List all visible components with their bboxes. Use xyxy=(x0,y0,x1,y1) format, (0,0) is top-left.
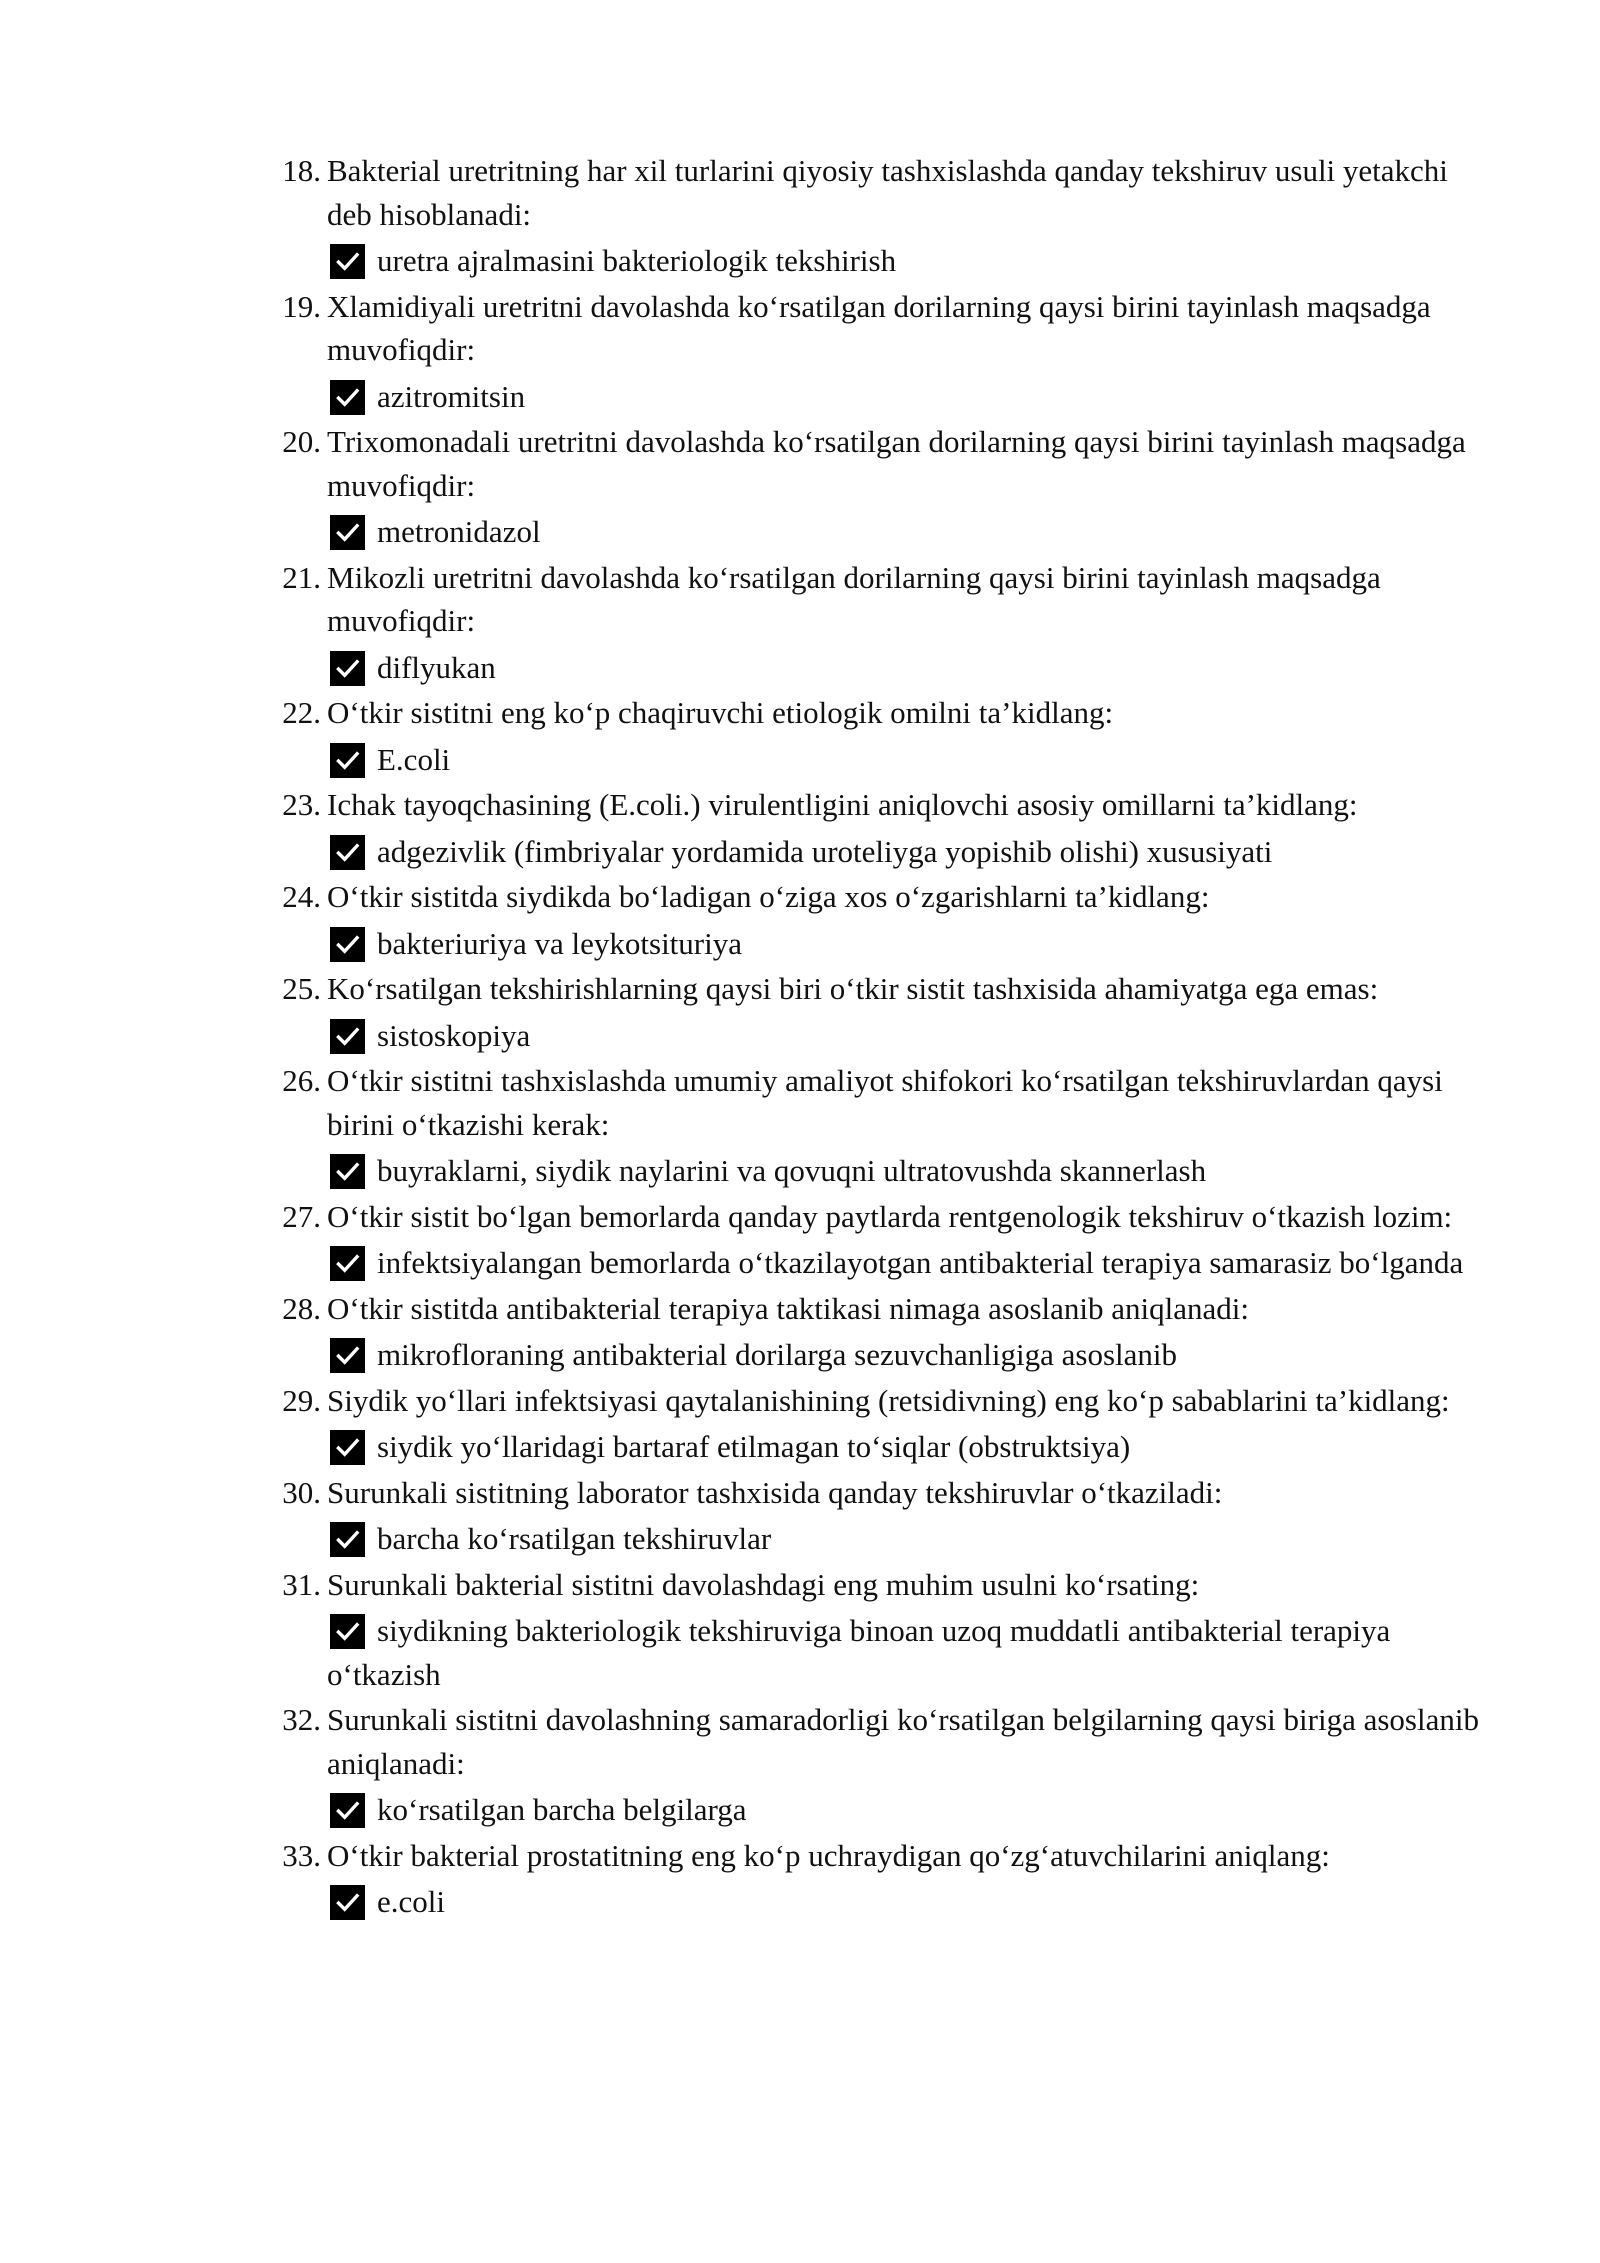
question-number: 24 . xyxy=(277,875,321,919)
checkbox-checked-icon xyxy=(330,244,365,279)
question-text: O‘tkir bakterial prostatitning eng ko‘p uchraydigan qo‘zg‘atuvchilarini aniqlang: xyxy=(327,1837,1330,1873)
checkbox-checked-icon xyxy=(330,1522,365,1557)
question-text: O‘tkir sistitni eng ko‘p chaqiruvchi etiologik omilni ta’kidlang: xyxy=(327,695,1114,730)
question-item xyxy=(282,149,1492,283)
checkbox-checked-icon xyxy=(330,1019,365,1054)
question-item xyxy=(282,1195,1492,1285)
answer-text: azitromitsin xyxy=(377,378,526,414)
question-text: O‘tkir sistit bo‘lgan bemorlarda qanday paytlarda rentgenologik tekshiruv o‘tkazish lozim: xyxy=(327,1198,1453,1234)
question-text: O‘tkir sistitda antibakterial terapiya taktikasi nimaga asoslanib aniqlanadi: xyxy=(327,1290,1249,1326)
answer-text: ko‘rsatilgan barcha belgilarga xyxy=(377,1792,747,1827)
question xyxy=(282,691,1492,735)
question xyxy=(282,285,1492,372)
question-text: Trixomonadali uretritni davolashda ko‘rsatilgan dorilarning qaysi birini tayinlash maqsadga muvofiqdir: xyxy=(327,424,1466,503)
question-text: Bakterial uretritning har xil turlarini qiyosiy tashxislashda qanday tekshiruv usuli yetakchi deb hisoblanadi: xyxy=(327,153,1448,232)
question-number: 20 . xyxy=(277,420,321,464)
question-text: Xlamidiyali uretritni davolashda ko‘rsatilgan dorilarning qaysi birini tayinlash maqsadga muvofiqdir: xyxy=(327,288,1431,367)
question xyxy=(282,420,1492,507)
question-text: Mikozli uretritni davolashda ko‘rsatilgan dorilarning qaysi birini tayinlash maqsadga muvofiqdir: xyxy=(327,559,1381,638)
answer-text: metronidazol xyxy=(377,514,541,549)
question-item xyxy=(282,1059,1492,1193)
question-item xyxy=(282,1471,1492,1561)
question-number: 18 . xyxy=(277,149,321,193)
question-item xyxy=(282,1563,1492,1697)
answer-text: adgezivlik (fimbriyalar yordamida uroteliyga yopishib olishi) xususiyati xyxy=(377,833,1273,869)
question-text: Surunkali bakterial sistitni davolashdagi eng muhim usulni ko‘rsating: xyxy=(327,1566,1200,1602)
answer xyxy=(327,1014,1492,1058)
question-number: 33 . xyxy=(277,1834,321,1878)
answer xyxy=(327,830,1492,874)
checkbox-checked-icon xyxy=(330,651,365,686)
question-text: Siydik yo‘llari infektsiyasi qaytalanishining (retsidivning) eng ko‘p sabablarini ta’kidlang: xyxy=(327,1382,1450,1418)
question-list xyxy=(0,149,1600,1926)
answer-text: e.coli xyxy=(377,1884,445,1919)
question xyxy=(282,1834,1492,1878)
checkbox-checked-icon xyxy=(330,515,365,550)
answer-text: E.coli xyxy=(377,741,451,777)
question-text: Ichak tayoqchasining (E.coli.) virulentligini aniqlovchi asosiy omillarni ta’kidlang: xyxy=(327,787,1358,822)
question-number: 31 . xyxy=(277,1563,321,1607)
checkbox-checked-icon xyxy=(330,835,365,870)
question-number: 25 . xyxy=(277,967,321,1011)
answer xyxy=(327,738,1492,782)
question xyxy=(282,1698,1492,1785)
checkbox-checked-icon xyxy=(330,1430,365,1465)
answer-text: bakteriuriya va leykotsituriya xyxy=(377,925,742,961)
question-number: 22 . xyxy=(277,691,321,735)
question-number: 19 . xyxy=(277,285,321,329)
checkbox-checked-icon xyxy=(330,1614,365,1649)
question xyxy=(282,1471,1492,1515)
question xyxy=(282,556,1492,643)
answer xyxy=(327,1788,1492,1832)
question-text: Ko‘rsatilgan tekshirishlarning qaysi biri o‘tkir sistit tashxisida ahamiyatga ega emas: xyxy=(327,971,1379,1006)
checkbox-checked-icon xyxy=(330,1338,365,1373)
question-number: 32 . xyxy=(277,1698,321,1742)
answer xyxy=(327,646,1492,690)
answer xyxy=(327,1609,1492,1696)
question-item xyxy=(282,783,1492,873)
question-number: 23 . xyxy=(277,783,321,827)
checkbox-checked-icon xyxy=(330,743,365,778)
question-item xyxy=(282,691,1492,781)
question-number: 26 . xyxy=(277,1059,321,1103)
question-item xyxy=(282,967,1492,1057)
answer xyxy=(327,1333,1492,1377)
question-text: Surunkali sistitning laborator tashxisida qanday tekshiruvlar o‘tkaziladi: xyxy=(327,1474,1223,1510)
answer xyxy=(327,1149,1492,1193)
answer-text: diflyukan xyxy=(377,649,496,685)
answer-text: barcha ko‘rsatilgan tekshiruvlar xyxy=(377,1521,772,1556)
question xyxy=(282,967,1492,1011)
question xyxy=(282,783,1492,827)
answer-text: siydik yo‘llaridagi bartaraf etilmagan to‘siqlar (obstruktsiya) xyxy=(377,1429,1131,1464)
question-text: O‘tkir sistitda siydikda bo‘ladigan o‘ziga xos o‘zgarishlarni ta’kidlang: xyxy=(327,879,1210,914)
question-text: O‘tkir sistitni tashxislashda umumiy amaliyot shifokori ko‘rsatilgan tekshiruvlardan qaysi birini o‘tkazishi kerak: xyxy=(327,1063,1443,1142)
question xyxy=(282,1195,1492,1239)
answer xyxy=(327,1241,1492,1285)
checkbox-checked-icon xyxy=(330,380,365,415)
question-item xyxy=(282,1379,1492,1469)
question-number: 29 . xyxy=(277,1379,321,1423)
question xyxy=(282,149,1492,236)
checkbox-checked-icon xyxy=(330,1246,365,1281)
question-item xyxy=(282,1698,1492,1832)
question-number: 30 . xyxy=(277,1471,321,1515)
checkbox-checked-icon xyxy=(330,927,365,962)
question xyxy=(282,1563,1492,1607)
question-number: 27 . xyxy=(277,1195,321,1239)
answer xyxy=(327,1880,1492,1924)
answer xyxy=(327,375,1492,419)
answer-text: buyraklarni, siydik naylarini va qovuqni ultratovushda skannerlash xyxy=(377,1153,1207,1188)
answer xyxy=(327,239,1492,283)
answer xyxy=(327,1425,1492,1469)
checkbox-checked-icon xyxy=(330,1885,365,1920)
checkbox-checked-icon xyxy=(330,1793,365,1828)
question xyxy=(282,875,1492,919)
answer-text: sistoskopiya xyxy=(377,1017,531,1053)
answer-text: infektsiyalangan bemorlarda o‘tkazilayotgan antibakterial terapiya samarasiz bo‘lganda xyxy=(377,1245,1464,1280)
answer xyxy=(327,510,1492,554)
question-number: 21 . xyxy=(277,556,321,600)
question-item xyxy=(282,285,1492,419)
answer xyxy=(327,922,1492,966)
question xyxy=(282,1287,1492,1331)
question-item xyxy=(282,875,1492,965)
question-item xyxy=(282,1834,1492,1924)
checkbox-checked-icon xyxy=(330,1154,365,1189)
question-item xyxy=(282,556,1492,690)
answer-text: mikrofloraning antibakterial dorilarga sezuvchanligiga asoslanib xyxy=(377,1337,1178,1372)
question xyxy=(282,1379,1492,1423)
question xyxy=(282,1059,1492,1146)
question-text: Surunkali sistitni davolashning samaradorligi ko‘rsatilgan belgilarning qaysi biriga asoslanib aniqlanadi: xyxy=(327,1702,1479,1781)
question-number: 28 . xyxy=(277,1287,321,1331)
answer-text: uretra ajralmasini bakteriologik tekshirish xyxy=(377,243,897,278)
answer xyxy=(327,1517,1492,1561)
question-item xyxy=(282,1287,1492,1377)
question-item xyxy=(282,420,1492,554)
answer-text: siydikning bakteriologik tekshiruviga binoan uzoq muddatli antibakterial terapiya o‘tkazish xyxy=(327,1613,1391,1692)
